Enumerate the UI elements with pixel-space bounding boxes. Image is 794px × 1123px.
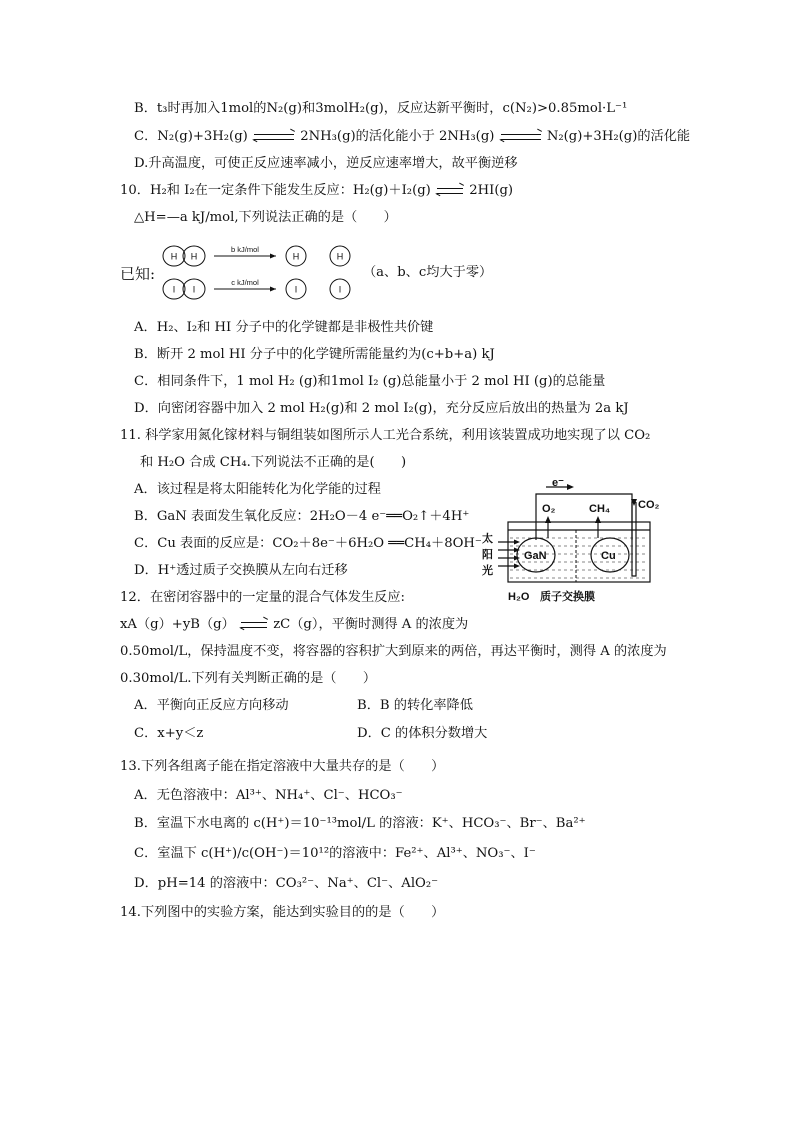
q13-option-a: A．无色溶液中：Al³⁺、NH₄⁺、Cl⁻、HCO₃⁻ [134, 788, 403, 803]
co2-label: CO₂ [638, 499, 660, 511]
q12-stem-line2-part2: zC（g），平衡时测得 A 的浓度为 [273, 617, 469, 632]
q10-stem-part1: 10．H₂和 I₂在一定条件下能发生反应：H₂(g)＋I₂(g) [120, 183, 431, 198]
membrane-label: 质子交换膜 [540, 591, 595, 603]
atom-h-label: H [170, 251, 178, 262]
q11-stem-line2: 和 H₂O 合成 CH₄.下列说法不正确的是( ) [140, 455, 407, 470]
q13-option-d: D．pH=14 的溶液中：CO₃²⁻、Na⁺、Cl⁻、AlO₂⁻ [134, 876, 439, 891]
q13-stem: 13.下列各组离子能在指定溶液中大量共存的是（ ） [120, 759, 445, 774]
q12-option-c: C．x+y＜z [134, 726, 204, 741]
q10-known-label: 已知: [120, 265, 156, 283]
q12-option-b: B．B 的转化率降低 [357, 698, 473, 713]
q10-option-c: C．相同条件下，1 mol H₂ (g)和1mol I₂ (g)总能量小于 2 mol HI (g)的总能量 [134, 374, 606, 389]
q9-option-b: B．t₃时再加入1mol的N₂(g)和3molH₂(g)，反应达新平衡时，c(N₂)>0.85mol·L⁻¹ [134, 101, 628, 116]
water-label: H₂O [508, 591, 530, 603]
q10-stem-line2: △H=—a kJ/mol,下列说法正确的是（ ） [134, 210, 397, 225]
q13-option-c: C．室温下 c(H⁺)/c(OH⁻)＝10¹²的溶液中：Fe²⁺、Al³⁺、NO₃⁻、I⁻ [134, 846, 536, 861]
atom-i-label: I [338, 284, 342, 295]
photosynthesis-device-diagram [478, 478, 664, 608]
arrow-label-b: b kJ/mol [231, 245, 259, 254]
q10-stem [120, 183, 513, 199]
q11-option-a: A．该过程是将太阳能转化为化学能的过程 [134, 482, 381, 497]
q12-stem-line2 [120, 617, 468, 633]
q12-stem-line2-part1: xA（g）+yB（g） [120, 617, 235, 632]
ch4-label: CH₄ [589, 503, 611, 515]
equilibrium-arrow-icon [239, 619, 269, 631]
q9-option-c-part3: N₂(g)+3H₂(g)的活化能 [546, 129, 691, 144]
q11-stem-line1: 11. 科学家用氮化镓材料与铜组装如图所示人工光合系统，利用该装置成功地实现了以 CO₂ [120, 428, 651, 443]
equilibrium-arrow-icon [252, 131, 296, 143]
gan-electrode-label: GaN [524, 550, 547, 562]
q10-option-a: A．H₂、I₂和 HI 分子中的化学键都是非极性共价键 [134, 320, 434, 335]
equilibrium-arrow-icon [435, 185, 465, 197]
q9-option-d: D.升高温度，可使正反应速率减小，逆反应速率增大，故平衡逆移 [134, 156, 518, 171]
atom-i-label: I [294, 284, 298, 295]
q12-stem-line4: 0.30mol/L.下列有关判断正确的是（ ） [120, 671, 377, 686]
arrow-right-icon [567, 484, 574, 490]
atom-h-label: H [292, 251, 300, 262]
atom-h-label: H [336, 251, 344, 262]
q11-option-d: D．H⁺透过质子交换膜从左向右迁移 [134, 563, 348, 578]
atom-i-label: I [172, 284, 176, 295]
q12-option-a: A．平衡向正反应方向移动 [134, 698, 289, 713]
q14-stem: 14.下列图中的实验方案，能达到实验目的的是（ ） [120, 905, 445, 920]
sunlight-label-3: 光 [482, 565, 493, 577]
q9-option-c-part2: 2NH₃(g)的活化能小于 2NH₃(g) [300, 129, 495, 144]
q10-option-b: B．断开 2 mol HI 分子中的化学键所需能量约为(c+b+a) kJ [134, 347, 495, 362]
q10-stem-part2: 2HI(g) [469, 183, 514, 198]
electron-label: e⁻ [552, 478, 564, 489]
o2-label: O₂ [542, 503, 556, 515]
cu-electrode-label: Cu [601, 550, 616, 562]
q9-option-c-part1: C．N₂(g)+3H₂(g) [134, 129, 248, 144]
arrow-up-icon [595, 516, 601, 523]
arrow-up-icon [545, 516, 551, 523]
q11-option-c: C．Cu 表面的反应是：CO₂＋8e⁻＋6H₂O ══CH₄＋8OH⁻ [134, 536, 482, 551]
arrow-label-c: c kJ/mol [231, 278, 259, 287]
atom-h-label: H [190, 251, 198, 262]
arrow-right-icon [270, 287, 276, 292]
q10-note: （a、b、c均大于零） [363, 265, 493, 280]
q10-option-d: D．向密闭容器中加入 2 mol H₂(g)和 2 mol I₂(g)，充分反应后放出的热量为 2a kJ [134, 401, 629, 416]
q12-stem-line3: 0.50mol/L，保持温度不变，将容器的容积扩大到原来的两倍，再达平衡时，测得 A 的浓度为 [120, 644, 667, 659]
q9-option-c [134, 129, 690, 145]
q11-option-b: B．GaN 表面发生氧化反应：2H₂O－4 e⁻══O₂↑＋4H⁺ [134, 509, 470, 524]
arrow-right-icon [270, 254, 276, 259]
bond-energy-diagram [160, 238, 360, 304]
q12-option-d: D．C 的体积分数增大 [357, 726, 488, 741]
q13-option-b: B．室温下水电离的 c(H⁺)＝10⁻¹³mol/L 的溶液：K⁺、HCO₃⁻、Br⁻、Ba²⁺ [134, 816, 586, 831]
sunlight-label-1: 太 [482, 533, 493, 545]
atom-i-label: I [192, 284, 196, 295]
q12-stem-line1: 12．在密闭容器中的一定量的混合气体发生反应: [120, 590, 405, 605]
equilibrium-arrow-icon [499, 131, 543, 143]
sunlight-label-2: 阳 [482, 549, 493, 561]
